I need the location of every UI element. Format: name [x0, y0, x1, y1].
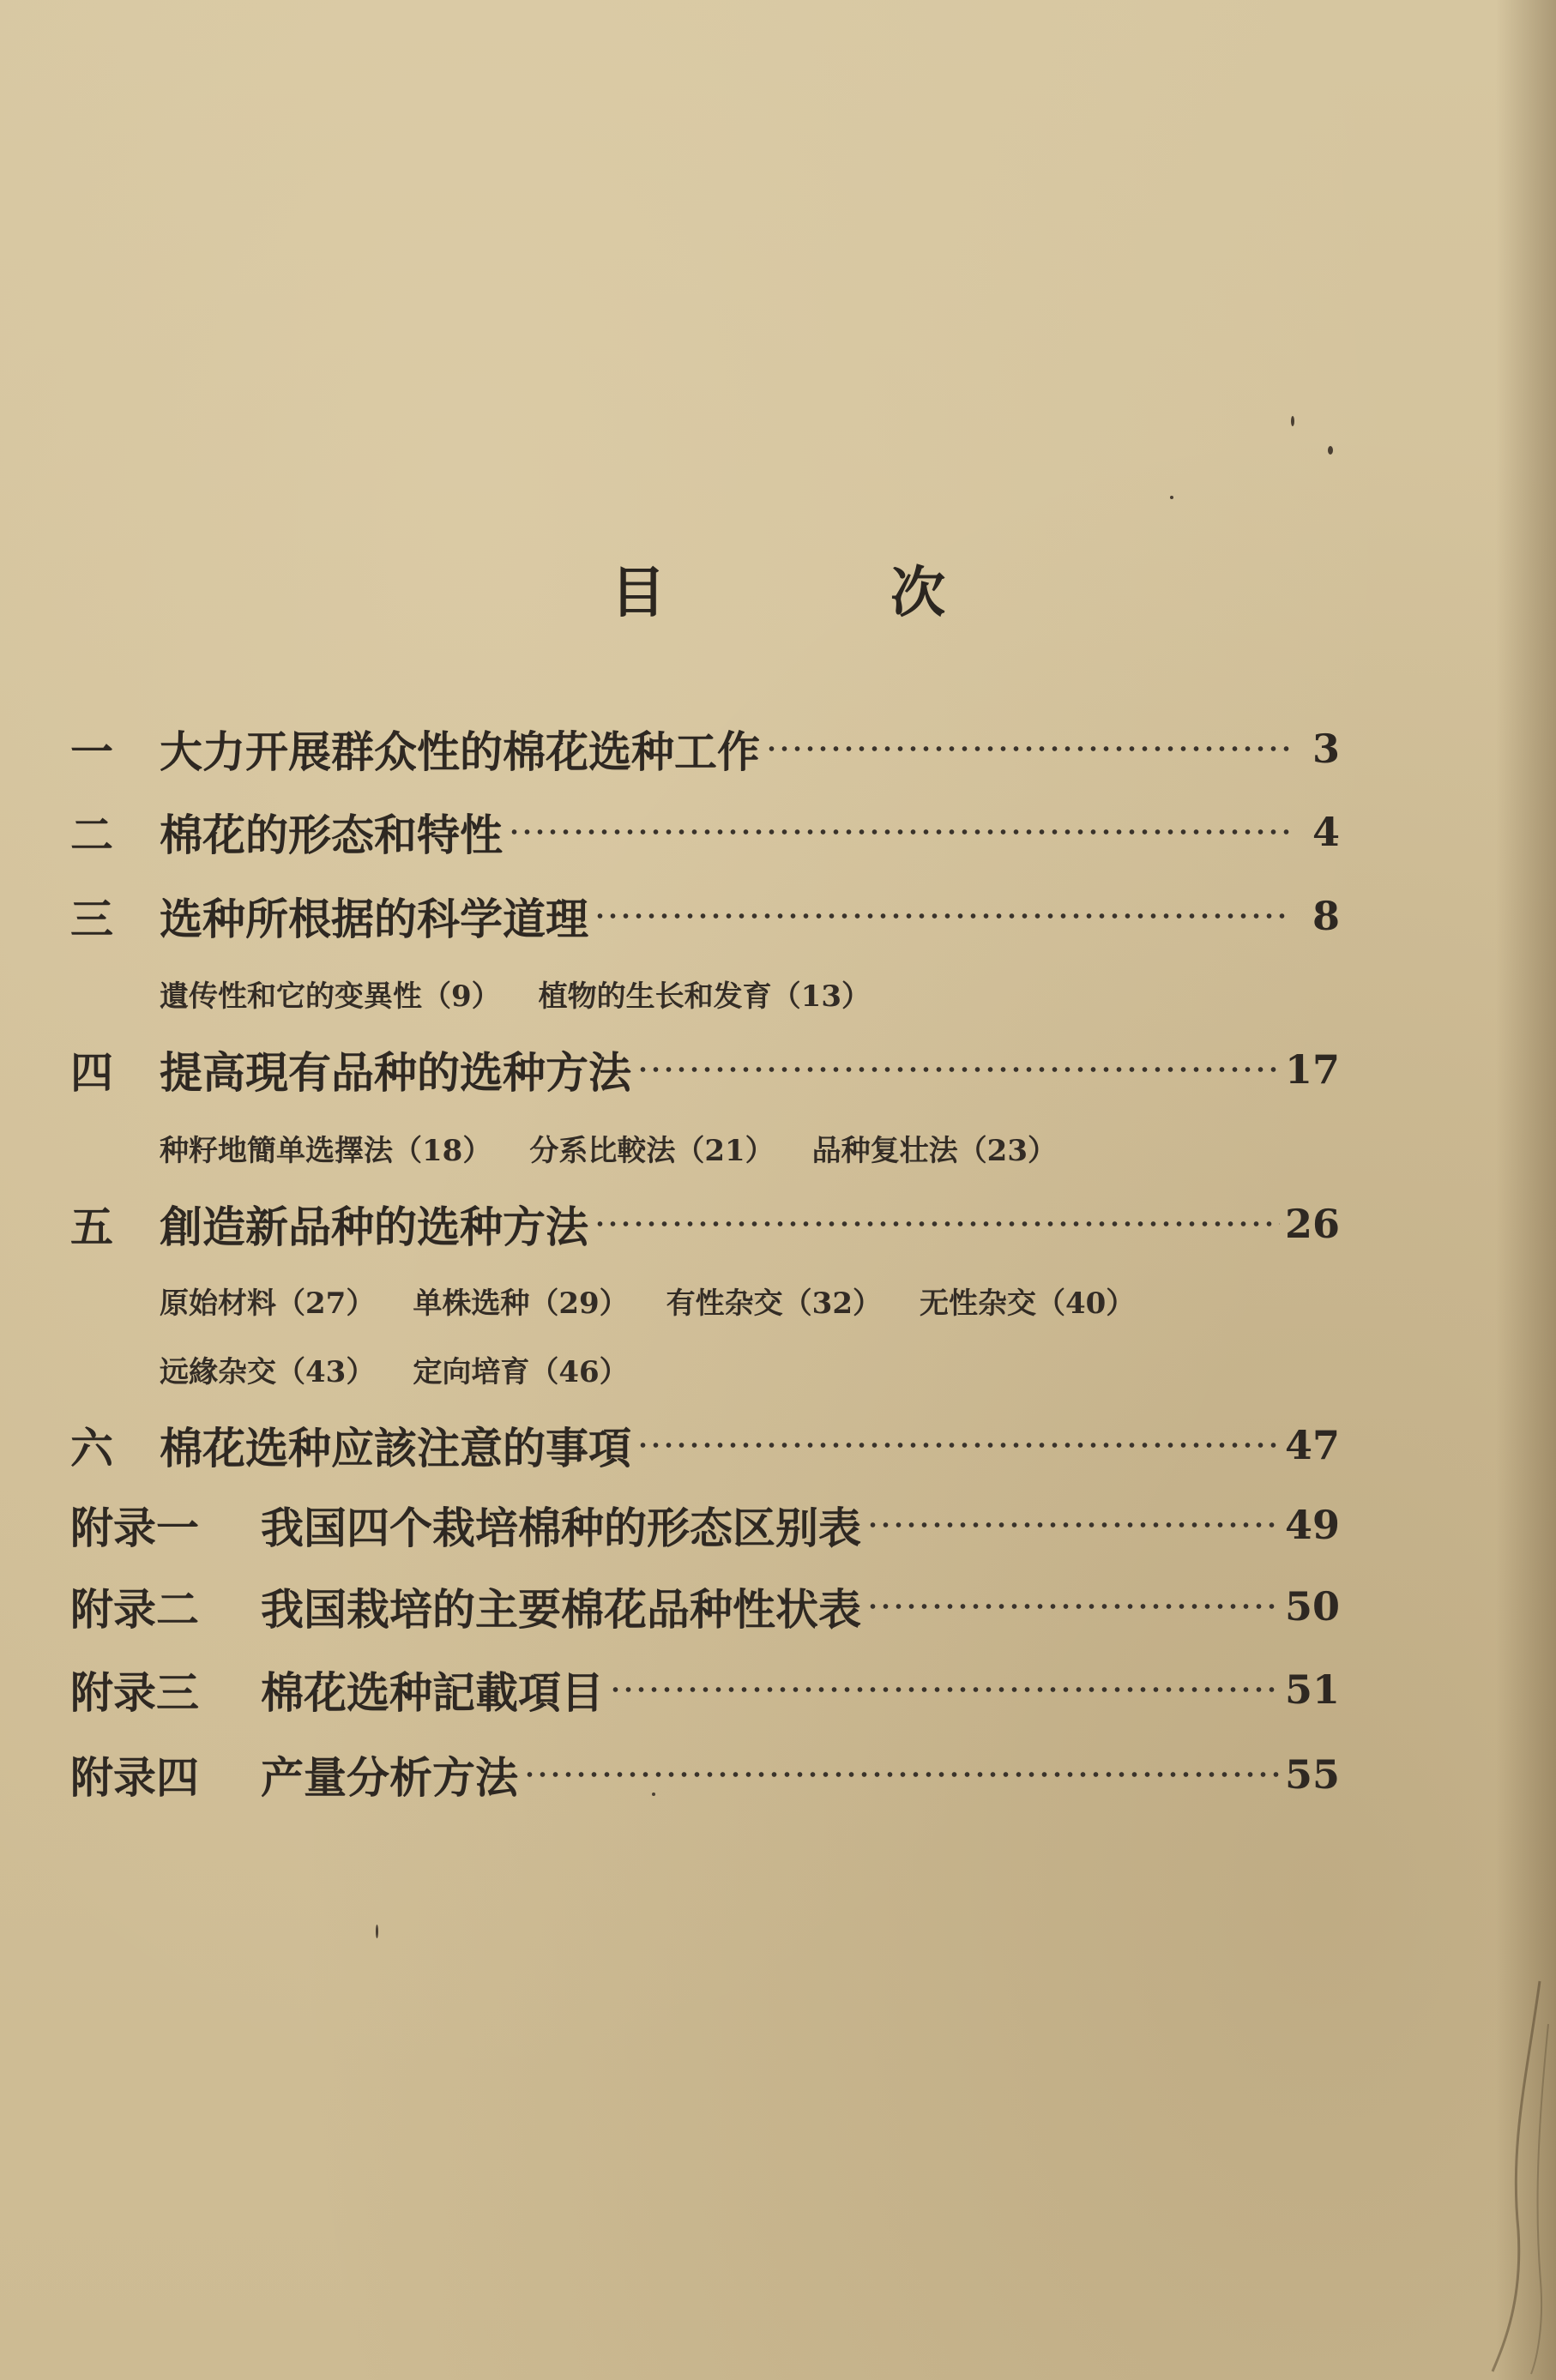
page-number: 3 — [1312, 726, 1340, 772]
toc-entry[interactable] — [70, 1744, 1340, 1805]
subsection-item[interactable]: 种籽地簡单选擇法（18） — [160, 1134, 492, 1168]
subsection-item[interactable]: 遺传性和它的变異性（9） — [160, 979, 501, 1014]
dot-leader — [636, 1066, 1280, 1073]
subsection-item[interactable]: 分系比較法（21） — [529, 1134, 775, 1168]
subsection-item[interactable]: 单株选种（29） — [413, 1286, 629, 1321]
toc-title: 目 次 — [610, 561, 1049, 625]
page-number: 26 — [1284, 1201, 1340, 1247]
dot-leader — [866, 1603, 1280, 1610]
page-number: 49 — [1284, 1502, 1340, 1548]
appendix-number: 附录二 — [70, 1584, 199, 1635]
chapter-number: 三 — [70, 894, 113, 944]
chapter-number: 四 — [70, 1047, 113, 1098]
toc-entry[interactable] — [70, 1660, 1340, 1720]
dot-leader — [765, 745, 1292, 752]
dot-leader — [594, 1220, 1280, 1227]
toc-entry[interactable] — [70, 886, 1340, 946]
dot-leader — [609, 1686, 1280, 1693]
toc-entry[interactable] — [70, 1194, 1340, 1254]
subsection-item[interactable]: 原始材料（27） — [160, 1286, 376, 1321]
appendix-number: 附录三 — [70, 1667, 199, 1718]
chapter-title: 大力开展群众性的棉花选种工作 — [160, 726, 760, 777]
toc-entry[interactable] — [70, 1415, 1340, 1475]
chapter-title: 选种所根据的科学道理 — [160, 894, 588, 944]
subsection-line — [160, 1127, 1095, 1169]
chapter-number: 二 — [70, 810, 113, 860]
subsection-item[interactable]: 有性杂交（32） — [666, 1286, 882, 1321]
subsection-item[interactable]: 无性杂交（40） — [919, 1286, 1136, 1321]
dot-leader — [523, 1771, 1280, 1778]
subsection-line — [160, 1348, 666, 1390]
chapter-number: 一 — [70, 726, 113, 777]
toc-entry[interactable] — [70, 802, 1340, 862]
toc-entry[interactable] — [70, 1576, 1340, 1636]
dot-leader — [594, 913, 1292, 919]
page-number: 50 — [1284, 1583, 1340, 1630]
page-number: 8 — [1312, 893, 1340, 939]
subsection-line — [160, 1280, 1173, 1322]
chapter-number: 六 — [70, 1423, 113, 1473]
dot-leader — [866, 1521, 1280, 1528]
toc-entry[interactable] — [70, 1039, 1340, 1100]
paper-crease — [1458, 1973, 1553, 2376]
paper-speck — [1328, 446, 1333, 455]
paper-speck — [1291, 416, 1294, 426]
page-number: 51 — [1284, 1666, 1340, 1713]
page-number: 47 — [1284, 1422, 1340, 1468]
dot-leader — [636, 1442, 1280, 1449]
subsection-item[interactable]: 远緣杂交（43） — [160, 1355, 376, 1389]
subsection-line — [160, 973, 908, 1015]
appendix-number: 附录四 — [70, 1752, 199, 1803]
page-number: 17 — [1284, 1046, 1340, 1093]
page-number: 55 — [1284, 1751, 1340, 1798]
page-number: 4 — [1312, 809, 1340, 855]
toc-entry[interactable] — [70, 719, 1340, 779]
subsection-item[interactable]: 定向培育（46） — [413, 1355, 629, 1389]
chapter-title: 棉花的形态和特性 — [160, 810, 503, 860]
subsection-item[interactable]: 品种复壮法（23） — [811, 1134, 1057, 1168]
appendix-title: 我国四个栽培棉种的形态区别表 — [261, 1503, 861, 1553]
subsection-item[interactable]: 植物的生长和发育（13） — [538, 979, 871, 1014]
appendix-title: 棉花选种記載項目 — [261, 1667, 604, 1718]
paper-speck — [376, 1925, 378, 1938]
chapter-title: 提高現有品种的选种方法 — [160, 1047, 631, 1098]
chapter-number: 五 — [70, 1202, 113, 1252]
appendix-number: 附录一 — [70, 1503, 199, 1553]
dot-leader — [508, 828, 1292, 835]
toc-entry[interactable] — [70, 1495, 1340, 1555]
appendix-title: 我国栽培的主要棉花品种性状表 — [261, 1584, 861, 1635]
appendix-title: 产量分析方法 — [261, 1752, 518, 1803]
chapter-title: 創造新品种的选种方法 — [160, 1202, 588, 1252]
chapter-title: 棉花选种应該注意的事項 — [160, 1423, 631, 1473]
paper-speck — [1170, 496, 1173, 499]
